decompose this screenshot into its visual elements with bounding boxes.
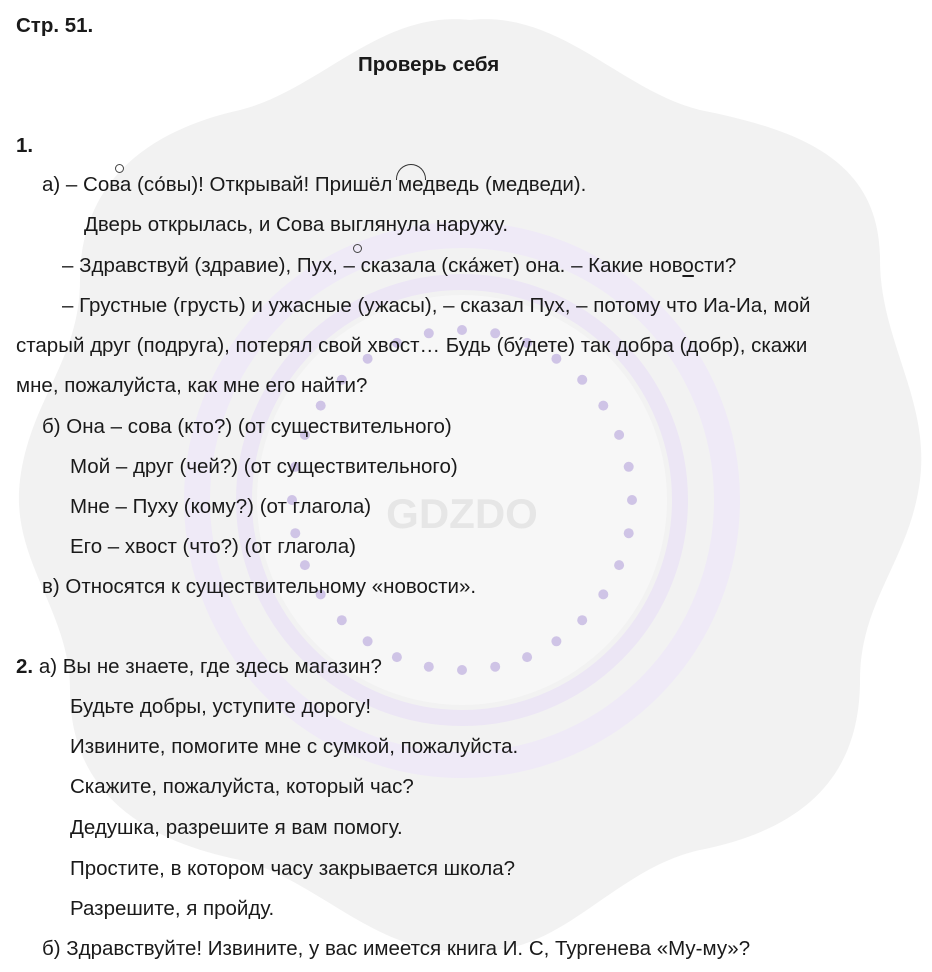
task-1b-line-4: Его – хвост (что?) (от глагола) [70,535,356,558]
line-3-part-b: ух, – сказала (ска́жет) она. – Какие нов [311,254,683,277]
task-1a-line-4: – Грустные (грусть) и ужасные (ужасы), – сказал Пух, – потому что Иа-Иа, мой [62,294,811,317]
line-3-part-d: сти? [693,254,737,277]
unstressed-vowel-mark [353,244,362,253]
page-number: Стр. 51. [16,14,94,37]
task-1a-line-1 [42,172,586,198]
task-2a-line-7: Разрешите, я пройду. [70,897,275,920]
task-1a-line-6: мне, пожалуйста, как мне его найти? [16,374,368,397]
task-1a-line-3 [62,253,736,279]
line-3-part-a: – Здравствуй (здравие), П [62,254,312,277]
task-2a-line-3: Извините, помогите мне с сумкой, пожалуйста. [70,735,519,758]
task-1b-line-2: Мой – друг (чей?) (от существительного) [70,455,458,478]
task-1a-line-2: Дверь открылась, и Сова выглянула наружу. [84,213,509,236]
watermark-logo-text: GDZDO [386,490,538,537]
line-3-underlined-vowel: о [682,254,694,277]
line-1-part-b: ва (со́вы)! Открывай! При [109,173,353,196]
task-2b-line: б) Здравствуйте! Извините, у вас имеется книга И. С, Тургенева «Му-му»? [42,937,751,960]
task-2a-line-4: Скажите, пожалуйста, который час? [70,775,414,798]
task-2a-line-2: Будьте добры, уступите дорогу! [70,695,372,718]
line-1-part-a: а) – Со [42,173,110,196]
task-2a-first-sentence: а) Вы не знаете, где здесь магазин? [38,655,382,678]
task-1b-line-3: Мне – Пуху (кому?) (от глагола) [70,495,372,518]
task-1b-line-1: б) Она – сова (кто?) (от существительного) [42,415,452,438]
unstressed-vowel-mark [115,164,124,173]
task-1a-line-5: старый друг (подруга), потерял свой хвост… Будь (бу́дете) так добра (добр), скажи [16,334,808,357]
task-2a-line-5: Дедушка, разрешите я вам помогу. [70,816,403,839]
page-title: Проверь себя [358,53,500,76]
task-2-number: 2. [16,655,34,678]
task-2a-line-1 [16,654,382,680]
task-1-number: 1. [16,134,34,157]
root-arc-mark [396,164,426,180]
task-2a-line-6: Простите, в котором часу закрывается школа? [70,857,515,880]
line-1-part-d: медведь (медведи). [392,173,587,196]
line-1-part-c: шёл [352,173,393,196]
task-1v-line: в) Относятся к существительному «новости». [42,575,477,598]
